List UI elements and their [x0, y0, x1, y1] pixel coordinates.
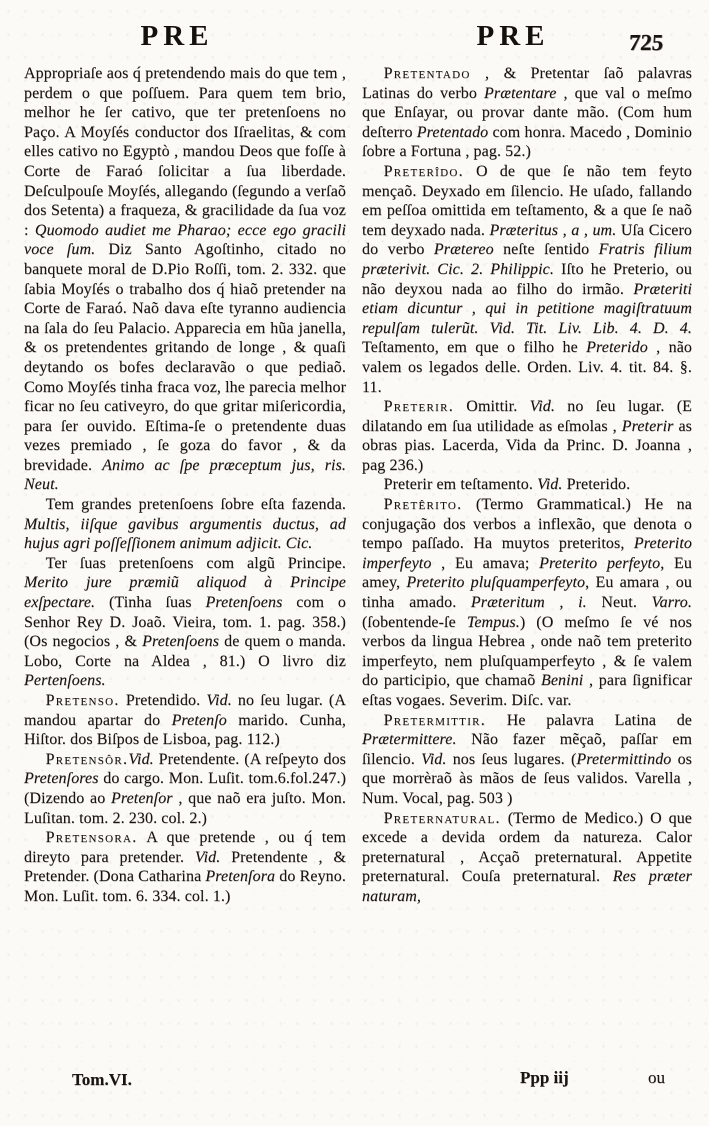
text-run: Vid.: [206, 692, 232, 709]
text-run: do Reyno. Mon. Luſit. tom. 6. 334. col. 1.): [24, 868, 346, 905]
text-run: as obras pias. Lacerda, Vida da Princ. D. Joanna , pag 236.): [362, 417, 692, 474]
paragraph: [24, 691, 346, 750]
entry-headword: Pretêrito.: [383, 496, 463, 514]
text-run: , Eu amey,: [362, 554, 692, 592]
text-run: Pretentado: [416, 123, 489, 141]
text-run: Não fazer mẽçaõ, paſſar em ſilencio.: [362, 731, 692, 768]
text-run: Omittir.: [454, 398, 530, 416]
text-run: Præteritus , a , um.: [489, 221, 617, 239]
text-run: Vid.: [194, 848, 221, 866]
text-run: Vid.: [421, 750, 447, 768]
text-run: Pretenſoens: [205, 594, 283, 612]
paragraph: [24, 64, 346, 495]
text-run: de quem o manda. Lobo, Corte na Aldea , 81.) O livro diz: [24, 633, 346, 670]
text-run: Preterito pluſquamperfeyto: [406, 574, 586, 592]
text-run: os que morrèraõ às mãos de ſeus validos. Varella , Num. Vocal, pag. 503 ): [362, 750, 693, 807]
text-run: Prætentare: [484, 84, 557, 102]
entry-headword: Pretensôr.: [45, 750, 129, 768]
paragraph: [24, 828, 346, 906]
text-run: Preterido: [586, 339, 648, 357]
text-run: Quomodo audiet me Pharao; ecce ego gracili voce ſum.: [24, 221, 346, 259]
text-run: Ter ſuas pretenſoens com algũ Principe.: [45, 554, 346, 572]
text-run: (ſobentende-ſe: [362, 613, 467, 631]
text-run: Vid.: [529, 398, 556, 416]
text-run: nos ſeus lugares. (: [446, 750, 577, 768]
text-run: com honra. Macedo , Dominio ſobre a Fortuna , pag. 52.): [362, 123, 692, 161]
text-run: no ſeu lugar. (A mandou apartar do: [24, 692, 347, 729]
text-run: Prætereo: [433, 241, 494, 259]
paragraph: [24, 495, 346, 554]
entry-headword: Pretenso.: [45, 692, 120, 709]
text-run: Preterir: [621, 417, 674, 435]
text-run: Varro.: [651, 594, 692, 612]
paragraph: [362, 397, 692, 475]
text-run: O de que ſe não tem feyto mençaõ. Deyxado em ſilencio. He uſado, fallando em peſſoa omittida em teſtamento, & a que ſe naõ tem deyxado nada.: [362, 162, 692, 239]
text-run: Teſtamento, em que o filho he: [362, 339, 587, 357]
paragraph: [24, 750, 346, 828]
text-run: He palavra Latina de: [486, 711, 692, 729]
text-run: Res præter naturam,: [362, 868, 692, 905]
text-run: Pretendente. (A reſpeyto dos: [153, 750, 346, 768]
text-run: Neut.: [586, 594, 652, 612]
running-title-right: PRE: [476, 20, 550, 52]
text-run: , Eu amara , ou tinha amado.: [362, 574, 692, 612]
paragraph: [362, 475, 692, 495]
text-run: Pretenſor: [111, 789, 173, 807]
text-run: A que pretende , ou q́ tem direyto para pretender.: [24, 829, 346, 866]
text-run: Benini: [540, 672, 584, 690]
text-run: , Eu amava;: [431, 554, 540, 572]
paragraph: [24, 554, 346, 691]
text-run: Tem grandes pretenſoens ſobre eſta fazenda.: [45, 496, 346, 514]
text-run: Pretenſora: [205, 868, 276, 886]
text-run: Animo ac ſpe præceptum jus, ris. Neut.: [24, 456, 346, 494]
text-run: Præteriti etiam dicuntur , qui in petitione magiſtratuum repulſam tulerũt. Vid. Tit. Liv. Lib. 4. D. 4.: [362, 280, 692, 337]
text-run: Vid.: [128, 750, 154, 768]
text-run: , para ſignificar eſtas vogaes. Severim. Diſc. var.: [362, 672, 692, 709]
text-run: Pretenſo: [171, 711, 227, 729]
text-run: (Termo de Medico.) O que excede a devida ordem da natureza. Calor preternatural , Acçaõ preternatural. Appetite preternatural. Couſa preternatural.: [362, 809, 692, 886]
paragraph: [362, 64, 692, 162]
text-run: , & Pretentar ſaõ palavras Latinas do verbo: [362, 65, 692, 102]
text-run: Pretendido.: [119, 692, 207, 709]
text-run: do cargo. Mon. Luſit. tom.6.fol.247.) (Dizendo ao: [24, 770, 346, 807]
text-run: Pretermittindo: [576, 750, 672, 768]
paragraph: [362, 809, 692, 907]
text-run: (Termo Grammatical.) He na conjugação dos verbos a inflexão, que denota o tempo paſſado. Ha muytos preteritos,: [362, 496, 692, 553]
text-run: neſte ſentido: [493, 241, 599, 259]
paragraph: [362, 495, 692, 711]
text-run: Merito jure præmiũ aliquod à Principe exſpectare.: [24, 574, 346, 612]
entry-headword: Pretentado: [383, 65, 471, 82]
right-column: [362, 64, 692, 907]
page-number: 725: [627, 30, 665, 55]
text-run: Pretenſores: [24, 770, 99, 788]
entry-headword: Preterîdo.: [383, 162, 464, 180]
entry-headword: Pretensora.: [45, 829, 138, 847]
text-run: Pretenſoens: [142, 633, 220, 651]
text-run: , não valem os legados delle. Orden. Liv. 4. tit. 84. §. 11.: [362, 339, 692, 396]
text-run: com o Senhor Rey D. Joaõ. Vieira, tom. 1. pag. 358.) (Os negocios , &: [24, 594, 346, 651]
text-run: Præteritum , i.: [470, 594, 587, 612]
text-run: Uſa Cicero do verbo: [362, 221, 692, 259]
entry-headword: Preterir.: [383, 398, 455, 416]
left-column: [24, 64, 346, 907]
text-run: ) (O meſmo ſe vé nos verbos da lingua Hebrea , onde naõ tem preterito imperfeyto, nem pluſquamperfeyto , & ſe valem do participio, que chamaõ: [362, 613, 692, 690]
paragraph: [362, 711, 692, 809]
entry-headword: Preternatural.: [383, 809, 501, 827]
text-run: Multis, iiſque gavibus argumentis ductus, ad hujus agri poſſeſſionem animum adjicit. Cic.: [24, 515, 346, 553]
text-run: , que val o meſmo que Enſayar, ou provar dante mão. (Com hum deſterro: [362, 84, 692, 141]
text-run: Pertenſoens.: [24, 672, 106, 690]
catchword: ou: [648, 1068, 665, 1087]
text-run: Preterir em teſtamento.: [383, 476, 538, 494]
text-run: Prætermittere.: [362, 731, 457, 749]
text-run: (Tinha ſuas: [95, 594, 206, 612]
volume-signature: Tom.VI.: [72, 1070, 132, 1089]
text-run: no ſeu lugar. (E dilatando em ſua utilidade as eſmolas ,: [362, 398, 692, 435]
gathering-signature: Ppp iij: [520, 1068, 569, 1087]
text-run: Preterito perfeyto: [539, 554, 661, 572]
text-run: Preterito imperfeyto: [362, 535, 692, 572]
text-run: Iſto he Preterio, ou não deyxou nada ao filho do irmão.: [362, 260, 693, 298]
text-run: marido. Cunha, Hiſtor. dos Biſpos de Lisboa, pag. 112.): [24, 711, 346, 749]
text-run: Tempus.: [466, 613, 520, 631]
text-run: Fratris filium præterivit. Cic. 2. Philippic.: [362, 241, 692, 278]
paragraph: [362, 162, 692, 397]
text-run: Vid.: [537, 476, 563, 494]
text-run: Appropriaſe aos q́ pretendendo mais do que tem , perdem o que poſſuem. Para quem tem brio, melhor he ſer cativo, que ter pretenſoens no Paço. A Moyſés conductor dos Iſraelitas, & com elles cativo no Egyptò , mandou Deos que foſſe à Corte de Faraó ſolicitar a ſua liberdade. Deſculpouſe Moyſés, allegando (ſegundo a verſaõ dos Setenta) a fraqueza, & gracilidade da ſua voz :: [24, 65, 346, 239]
text-run: Preterido.: [562, 476, 631, 494]
running-title-left: PRE: [140, 20, 214, 52]
entry-headword: Pretermittir.: [383, 711, 487, 729]
text-run: , que naõ era juſto. Mon. Luſitan. tom. 2. 230. col. 2.): [24, 789, 346, 827]
text-run: Pretendente , & Pretender. (Dona Catharina: [24, 848, 346, 886]
text-run: Diz Santo Agoſtinho, citado no banquete moral de D.Pio Roſſi, tom. 2. 332. que ſabia Moyſés o trabalho dos q́ hiaõ pretender na Corte de Faraó. Naõ dava eſte tyranno audiencia na ſala do ſeu Palacio. Apparecia em hũa janella, & os pretendentes gritando de longe , & quaſi deytando os bofes declaravão o que pediaõ. Como Moyſés tinha fraca voz, lhe parecia melhor ficar no ſeu cativeyro, do que gritar miſericordia, para ſer ouvido. Eſtima-ſe o pretendente duas vezes premiado , ſe goza do favor , & da brevidade.: [24, 241, 346, 474]
